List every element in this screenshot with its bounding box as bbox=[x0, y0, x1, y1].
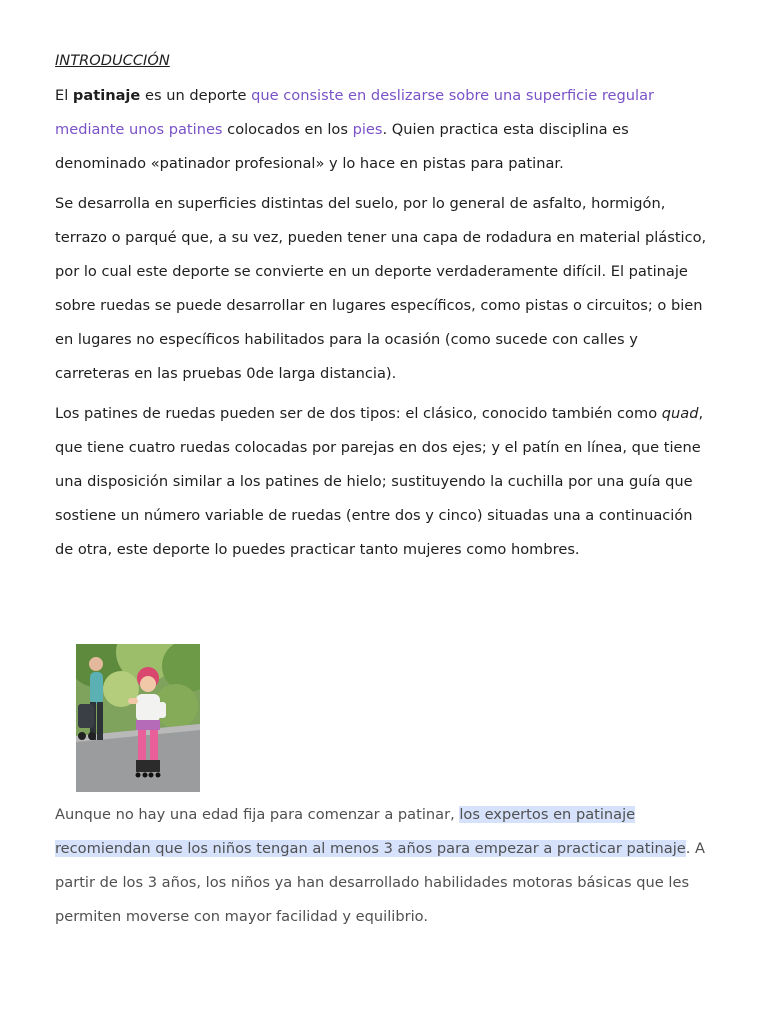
skating-child-photo bbox=[76, 644, 200, 792]
highlighted-text: los expertos en patinaje recomiendan que los niños tengan al menos 3 años para empezar a practicar patinaje bbox=[55, 806, 686, 857]
definition-link[interactable]: que consiste en deslizarse sobre una superficie regular mediante unos patines bbox=[55, 87, 655, 138]
text-run: . Quien practica esta disciplina es denominado «patinador profesional» y lo hace en pistas para patinar. bbox=[55, 121, 629, 172]
text-run: Los patines de ruedas pueden ser de dos tipos: el clásico, conocido también como bbox=[55, 405, 662, 422]
photo-illustration bbox=[76, 644, 200, 792]
age-paragraph bbox=[55, 798, 715, 934]
text-run: Aunque no hay una edad fija para comenzar a patinar, bbox=[55, 806, 460, 823]
text-run: El bbox=[55, 87, 73, 104]
bold-term: patinaje bbox=[72, 87, 141, 104]
surfaces-paragraph: Se desarrolla en superficies distintas del suelo, por lo general de asfalto, hormigón, terrazo o parqué que, a su vez, pueden tener una capa de rodadura en material plástico, por lo cual este deporte se convierte en un deporte verdaderamente difícil. El patinaje sobre ruedas se puede desarrollar en lugares específicos, como pistas o circuitos; o bien en lugares no específicos habilitados para la ocasión (como sucede con calles y carreteras en las pruebas 0de larga distancia). bbox=[55, 195, 707, 382]
pies-link[interactable]: pies bbox=[352, 121, 383, 138]
intro-paragraph bbox=[55, 79, 715, 181]
page-title: INTRODUCCIÓN bbox=[55, 52, 170, 69]
text-run: , que tiene cuatro ruedas colocadas por parejas en dos ejes; y el patín en línea, que tiene una disposición similar a los patines de hielo; sustituyendo la cuchilla por una guía que sostiene un número variable de ruedas (entre dos y cinco) situadas una a continuación de otra, este deporte lo puedes practicar tanto mujeres como hombres. bbox=[55, 405, 704, 558]
text-run: . A partir de los 3 años, los niños ya han desarrollado habilidades motoras básicas que les permiten moverse con mayor facilidad y equilibrio. bbox=[55, 840, 706, 925]
text-run: colocados en los bbox=[222, 121, 353, 138]
skate-types-paragraph bbox=[55, 397, 715, 567]
text-run: es un deporte bbox=[140, 87, 252, 104]
italic-term: quad bbox=[661, 405, 699, 422]
